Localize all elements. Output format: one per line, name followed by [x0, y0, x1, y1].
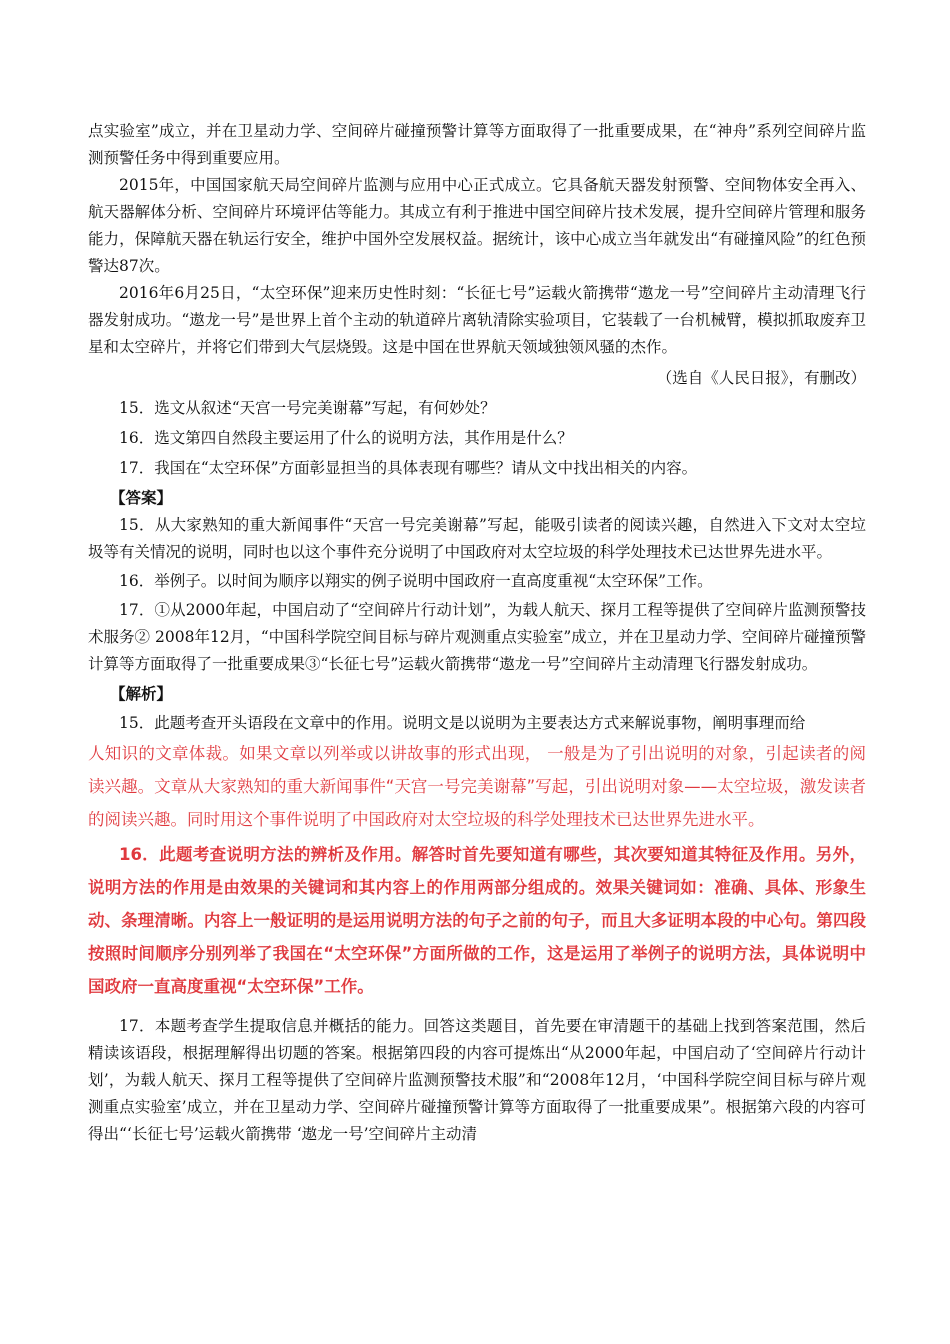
- article-source: （选自《人民日报》，有删改）: [656, 369, 866, 387]
- question-17: 17．我国在“太空环保”方面彰显担当的具体表现有哪些？请从文中找出相关的内容。: [119, 459, 698, 477]
- answer-label: 【答案】: [110, 488, 173, 507]
- section-gap: [88, 1003, 866, 1013]
- question-16: 16．选文第四自然段主要运用了什么的说明方法，其作用是什么？: [119, 429, 573, 447]
- question-15: 15．选文从叙述“天宫一号完美谢幕”写起，有何妙处？: [119, 399, 496, 417]
- analysis-16-highlight: 16．此题考查说明方法的辨析及作用。解答时首先要知道有哪些，其次要知道其特征及作用。另外，说明方法的作用是由效果的关键词和其内容上的作用两部分组成的。效果关键词如：准确、具体、形象生动、条理清晰。内容上一般证明的是运用说明方法的句子之前的句子，而且大多证明本段的中心句。第四段按照时间顺序分别列举了我国在“太空环保”方面所做的工作，这是运用了举例子的说明方法，具体说明中国政府一直高度重视“太空环保”工作。: [88, 845, 866, 996]
- analysis-15-intro: 15．此题考查开头语段在文章中的作用。说明文是以说明为主要表达方式来解说事物，阐明事理而给: [119, 714, 806, 732]
- answer-16: 16．举例子。以时间为顺序以翔实的例子说明中国政府一直高度重视“太空环保”工作。: [119, 572, 713, 590]
- article-paragraph-1: 点实验室”成立，并在卫星动力学、空间碎片碰撞预警计算等方面取得了一批重要成果，在“神舟”系列空间碎片监测预警任务中得到重要应用。: [88, 122, 866, 167]
- analysis-15-highlight: 人知识的文章体裁。如果文章以列举或以讲故事的形式出现， 一般是为了引出说明的对象，引起读者的阅读兴趣。文章从大家熟知的重大新闻事件“天宫一号完美谢幕”写起，引出说明对象——太空垃圾，激发读者的阅读兴趣。同时用这个事件说明了中国政府对太空垃圾的科学处理技术已达世界先进水平。: [88, 744, 866, 829]
- answer-15: 15．从大家熟知的重大新闻事件“天宫一号完美谢幕”写起，能吸引读者的阅读兴趣，自然进入下文对太空垃圾等有关情况的说明，同时也以这个事件充分说明了中国政府对太空垃圾的科学处理技术已达世界先进水平。: [88, 516, 866, 561]
- document-page: [88, 118, 866, 1148]
- article-paragraph-3: 2016年6月25日，“太空环保”迎来历史性时刻：“长征七号”运载火箭携带“遨龙一号”空间碎片主动清理飞行器发射成功。“遨龙一号”是世界上首个主动的轨道碎片离轨清除实验项目，它装载了一台机械臂，模拟抓取废弃卫星和太空碎片，并将它们带到大气层烧毁。这是中国在世界航天领域独领风骚的杰作。: [88, 284, 866, 356]
- article-paragraph-2: 2015年，中国国家航天局空间碎片监测与应用中心正式成立。它具备航天器发射预警、空间物体安全再入、航天器解体分析、空间碎片环境评估等能力。其成立有利于推进中国空间碎片技术发展，提升空间碎片管理和服务能力，保障航天器在轨运行安全，维护中国外空发展权益。据统计，该中心成立当年就发出“有碰撞风险”的红色预警达87次。: [88, 176, 866, 275]
- analysis-label: 【解析】: [110, 684, 173, 703]
- analysis-17: 17．本题考查学生提取信息并概括的能力。回答这类题目，首先要在审清题干的基础上找到答案范围，然后精读该语段，根据理解得出切题的答案。根据第四段的内容可提炼出“从2000年起，中国启动了‘空间碎片行动计划’，为载人航天、探月工程等提供了空间碎片监测预警技术服”和“2008年12月，‘中国科学院空间目标与碎片观测重点实验室’成立，并在卫星动力学、空间碎片碰撞预警计算等方面取得了一批重要成果”。根据第六段的内容可得出“‘长征七号’运载火箭携带 ‘遨龙一号’空间碎片主动清: [88, 1017, 866, 1143]
- answer-17: 17．①从2000年起，中国启动了“空间碎片行动计划”，为载人航天、探月工程等提供了空间碎片监测预警技术服务② 2008年12月，“中国科学院空间目标与碎片观测重点实验室”成立，并在卫星动力学、空间碎片碰撞预警计算等方面取得了一批重要成果③“长征七号”运载火箭携带“遨龙一号”空间碎片主动清理飞行器发射成功。: [88, 601, 866, 673]
